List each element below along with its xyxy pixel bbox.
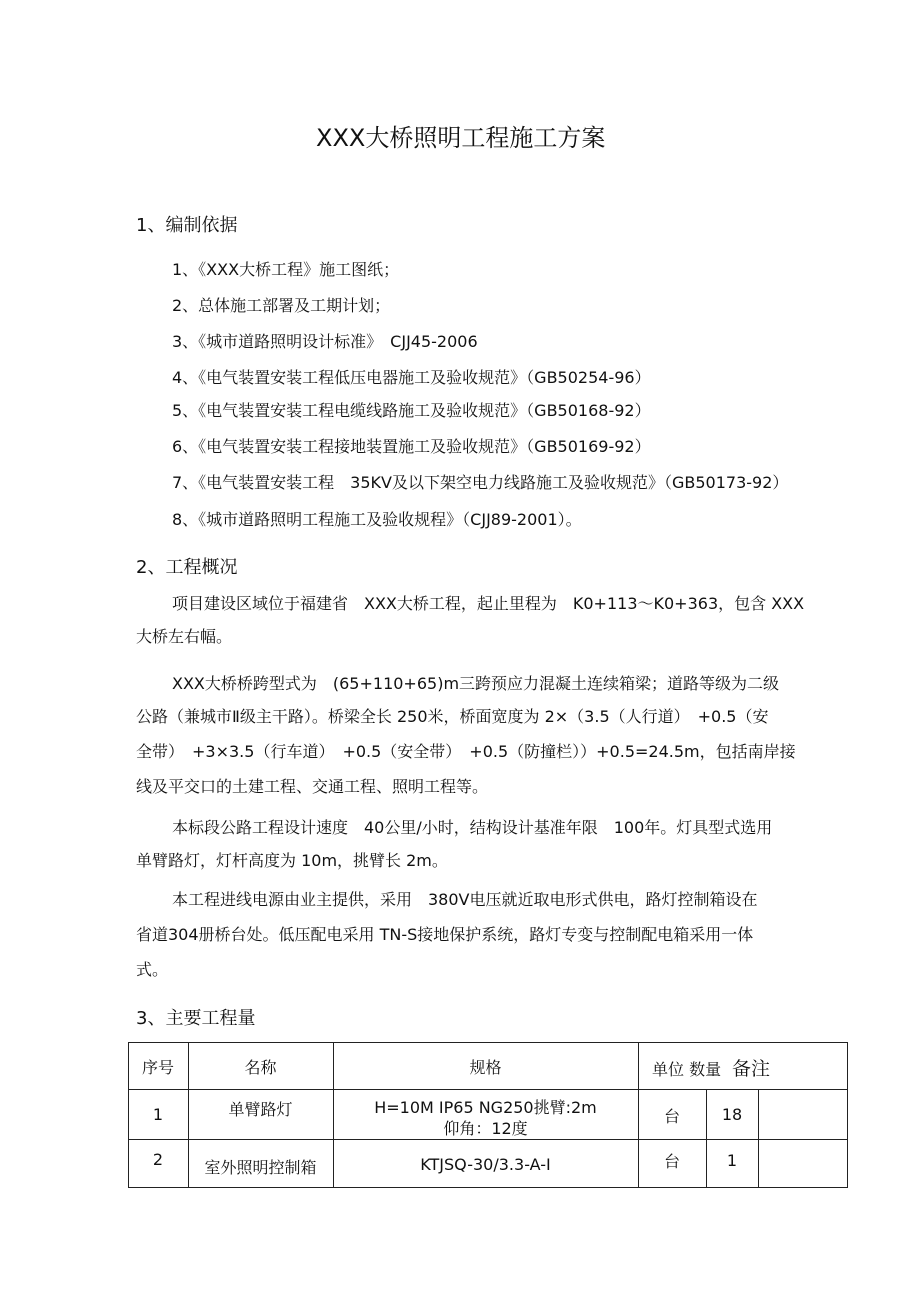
table-rule xyxy=(128,1187,848,1188)
row-unit: 台 xyxy=(663,1107,680,1126)
overview-line: XXX大桥桥跨型式为 (65+110+65)m三跨预应力混凝土连续箱梁；道路等级为二级 xyxy=(172,674,780,693)
row-spec-angle: 仰角：12度 xyxy=(443,1119,528,1138)
overview-line: 单臂路灯，灯杆高度为 10m，挑臂长 2m。 xyxy=(136,851,448,870)
row-spec: H=10M IP65 NG250挑臂:2m xyxy=(374,1098,597,1117)
overview-line: 全带） +3×3.5（行车道） +0.5（安全带） +0.5（防撞栏））+0.5=24.5m，包括南岸接 xyxy=(136,742,796,761)
table-header-name: 名称 xyxy=(244,1058,277,1077)
table-header-no: 序号 xyxy=(141,1058,174,1077)
overview-line: 本工程进线电源由业主提供，采用 380V电压就近取电形式供电，路灯控制箱设在 xyxy=(172,890,758,909)
basis-item: 3、《城市道路照明设计标准》 CJJ45-2006 xyxy=(172,332,478,351)
row-qty: 18 xyxy=(721,1105,743,1124)
basis-item: 1、《XXX大桥工程》施工图纸； xyxy=(172,260,400,279)
overview-line: 公路（兼城市Ⅱ级主干路）。桥梁全长 250米，桥面宽度为 2×（3.5（人行道） +0.5（安 xyxy=(136,707,769,726)
section-heading-overview: 2、工程概况 xyxy=(136,557,238,578)
row-name: 室外照明控制箱 xyxy=(204,1158,317,1177)
section-heading-quantities: 3、主要工程量 xyxy=(136,1008,256,1029)
table-rule xyxy=(128,1139,848,1140)
table-header-unit-qty: 单位 数量 xyxy=(652,1060,722,1079)
document-title: XXX大桥照明工程施工方案 xyxy=(316,124,606,152)
overview-line: 省道304册桥台处。低压配电采用 TN-S接地保护系统，路灯专变与控制配电箱采用一体 xyxy=(136,925,754,944)
overview-line: 线及平交口的土建工程、交通工程、照明工程等。 xyxy=(136,777,489,796)
row-no: 2 xyxy=(152,1150,164,1169)
table-rule xyxy=(128,1089,848,1090)
table-rule xyxy=(758,1089,759,1188)
table-header-spec: 规格 xyxy=(469,1058,502,1077)
row-spec: KTJSQ-30/3.3-A-I xyxy=(420,1155,551,1174)
basis-item: 8、《城市道路照明工程施工及验收规程》（CJJ89-2001）。 xyxy=(172,510,582,529)
table-rule xyxy=(128,1042,848,1043)
overview-line: 本标段公路工程设计速度 40公里/小时，结构设计基准年限 100年。灯具型式选用 xyxy=(172,818,773,837)
overview-line: 式。 xyxy=(136,960,169,979)
table-header-remark: 备注 xyxy=(732,1058,771,1080)
row-qty: 1 xyxy=(726,1151,738,1170)
basis-item: 5、《电气装置安装工程电缆线路施工及验收规范》（GB50168-92） xyxy=(172,401,651,420)
overview-line: 项目建设区域位于福建省 XXX大桥工程，起止里程为 K0+113～K0+363，包含 XXX xyxy=(172,594,805,613)
basis-item: 7、《电气装置安装工程 35KV及以下架空电力线路施工及验收规范》（GB50173-92） xyxy=(172,473,789,492)
table-rule xyxy=(847,1042,848,1188)
overview-line: 大桥左右幅。 xyxy=(136,627,233,646)
basis-item: 2、总体施工部署及工期计划； xyxy=(172,296,391,315)
table-rule xyxy=(706,1089,707,1188)
row-unit: 台 xyxy=(663,1152,680,1171)
basis-item: 4、《电气装置安装工程低压电器施工及验收规范》（GB50254-96） xyxy=(172,368,651,387)
basis-item: 6、《电气装置安装工程接地装置施工及验收规范》（GB50169-92） xyxy=(172,437,651,456)
row-no: 1 xyxy=(152,1105,164,1124)
section-heading-basis: 1、编制依据 xyxy=(136,215,238,236)
row-name: 单臂路灯 xyxy=(228,1100,293,1119)
